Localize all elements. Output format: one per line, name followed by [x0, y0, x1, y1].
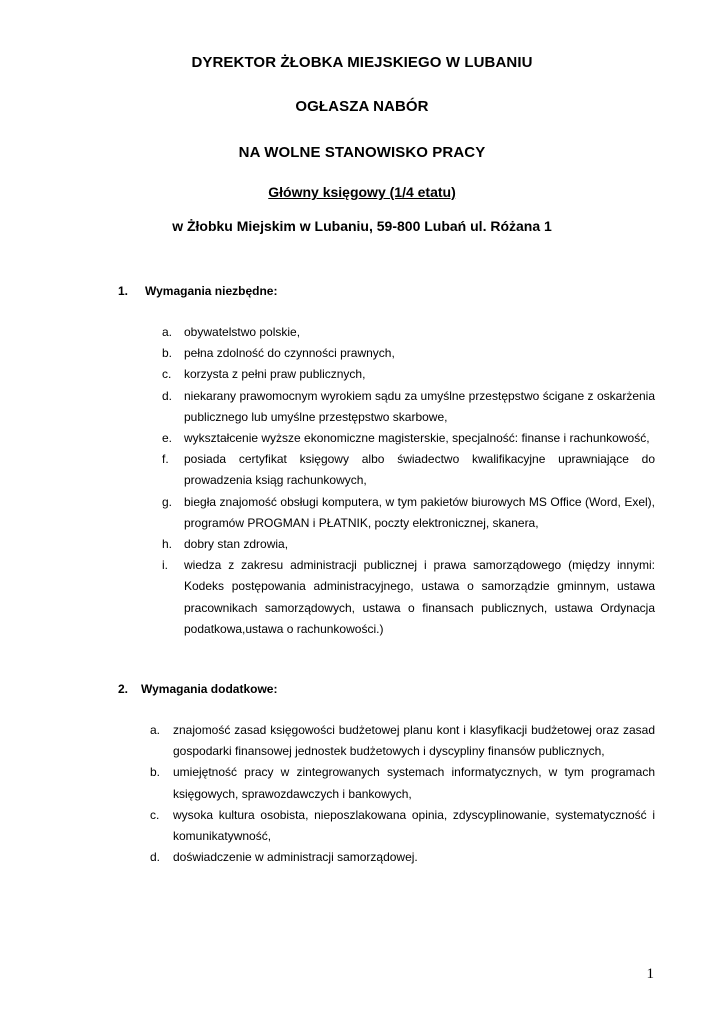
section-number: 1.: [118, 284, 129, 298]
list-item: [162, 343, 655, 364]
list-letter: d.: [150, 850, 161, 865]
page-number: 1: [646, 966, 654, 982]
list-letter: g.: [162, 494, 173, 509]
list-letter: i.: [162, 558, 168, 573]
section-required-heading: [118, 284, 277, 298]
list-item: [150, 847, 655, 868]
list-letter: h.: [162, 537, 173, 552]
required-list: [162, 322, 655, 640]
workplace-address: w Żłobku Miejskim w Lubaniu, 59-800 Lubań ul. Różana 1: [172, 218, 552, 234]
list-letter: a.: [162, 325, 173, 339]
list-item-text: posiada certyfikat księgowy albo świadectwo kwalifikacyjne uprawniające do prowadzenia ksiąg rachunkowych,: [184, 452, 655, 488]
list-letter: c.: [150, 807, 160, 822]
list-item-text: biegła znajomość obsługi komputera, w tym pakietów biurowych MS Office (Word, Exel), programów PROGMAN i PŁATNIK, poczty elektronicznej, skanera,: [184, 494, 655, 530]
list-item: [150, 805, 655, 847]
section-title: Wymagania dodatkowe:: [141, 682, 278, 696]
list-letter: e.: [162, 431, 173, 446]
list-letter: a.: [150, 723, 161, 737]
list-letter: d.: [162, 388, 173, 403]
list-letter: b.: [162, 346, 173, 361]
section-title: Wymagania niezbędne:: [145, 284, 278, 298]
list-item-text: obywatelstwo polskie,: [184, 325, 301, 339]
list-letter: c.: [162, 367, 172, 382]
list-item: [162, 555, 655, 640]
list-item-text: dobry stan zdrowia,: [184, 537, 289, 552]
header-vacancy: NA WOLNE STANOWISKO PRACY: [238, 144, 486, 161]
list-letter: f.: [162, 452, 169, 467]
list-item-text: wykształcenie wyższe ekonomiczne magisterskie, specjalność: finanse i rachunkowość,: [184, 431, 650, 446]
list-item-text: doświadczenie w administracji samorządowej.: [173, 850, 418, 865]
list-item: [162, 492, 655, 534]
section-number: 2.: [118, 682, 129, 696]
list-item: [150, 720, 655, 762]
list-item-text: pełna zdolność do czynności prawnych,: [184, 346, 395, 361]
list-item-text: umiejętność pracy w zintegrowanych systemach informatycznych, w tym programach księgowych, sprawozdawczych i bankowych,: [173, 765, 655, 801]
list-item: [162, 428, 655, 449]
list-letter: b.: [150, 765, 161, 780]
list-item: [162, 449, 655, 491]
list-item-text: niekarany prawomocnym wyrokiem sądu za umyślne przestępstwo ścigane z oskarżenia publicznego lub umyślne przestępstwo skarbowe,: [184, 388, 655, 424]
header-announcement: OGŁASZA NABÓR: [295, 98, 429, 115]
header-director-title: DYREKTOR ŻŁOBKA MIEJSKIEGO W LUBANIU: [191, 54, 533, 71]
list-item-text: wiedza z zakresu administracji publicznej i prawa samorządowego (między innymi: Kodeks postępowania administracyjnego, ustawa o samorządzie gminnym, ustawa pracownikach samorządowych, ustawa o finansach publicznych, ustawa Ordynacja podatkowa,ustawa o rachunkowości.): [184, 558, 655, 636]
list-item: [162, 534, 655, 555]
list-item-text: znajomość zasad księgowości budżetowej planu kont i klasyfikacji budżetowej oraz zasad gospodarki finansowej jednostek budżetowych i dyscypliny finansów publicznych,: [173, 723, 655, 759]
position-title: Główny księgowy (1/4 etatu): [268, 184, 456, 200]
additional-list: [150, 720, 655, 868]
section-additional-heading: [118, 682, 277, 696]
list-item-text: korzysta z pełni praw publicznych,: [184, 367, 366, 382]
list-item: [162, 322, 655, 343]
list-item-text: wysoka kultura osobista, nieposzlakowana opinia, zdyscyplinowanie, systematyczność i komunikatywność,: [173, 807, 655, 844]
list-item: [150, 762, 655, 804]
list-item: [162, 386, 655, 428]
list-item: [162, 364, 655, 385]
